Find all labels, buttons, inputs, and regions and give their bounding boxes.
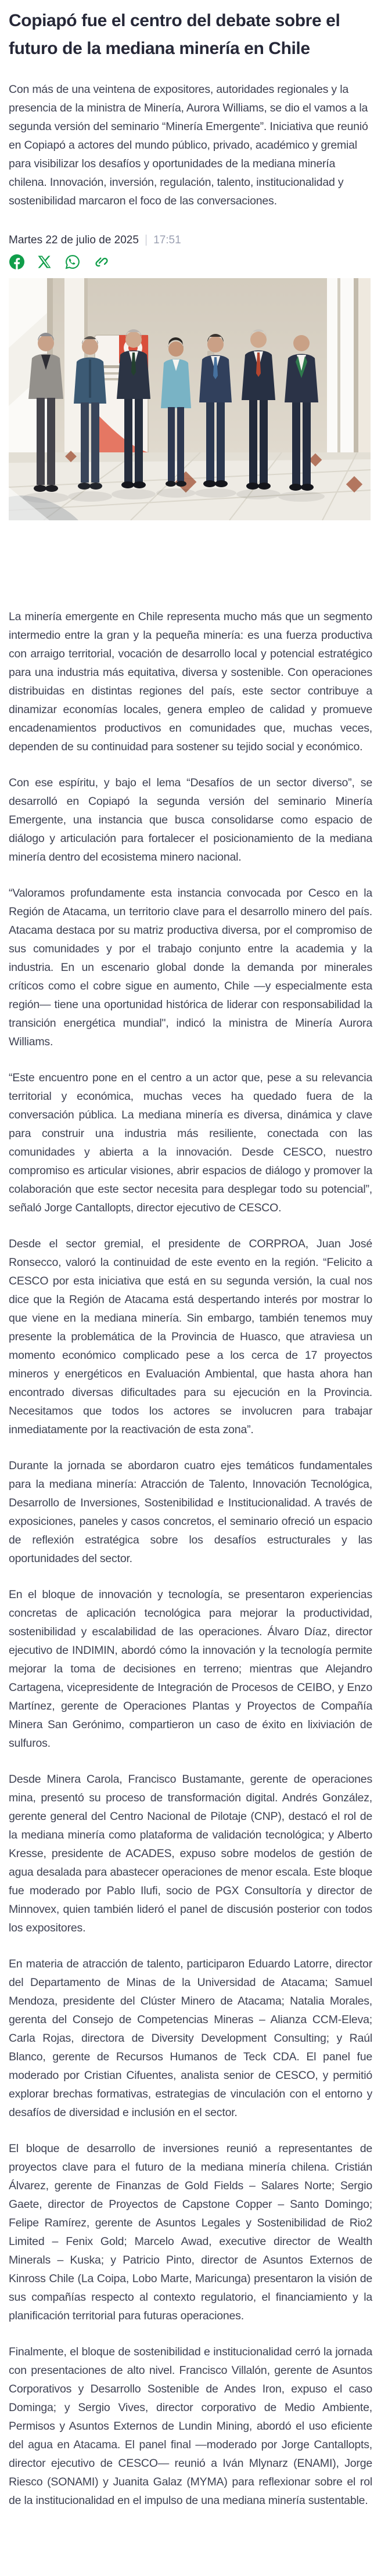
article-paragraph: “Valoramos profundamente esta instancia convocada por Cesco en la Región de Atacama, un territorio clave para el desarrollo minero del país. Atacama destaca por su matriz productiva diversa, por el compromiso de sus comunidades y por el trabajo conjunto entre la academia y la industria. En un escenario global donde la demanda por minerales críticos como el cobre sigue en aumento, Chile —y especialmente esta región— tiene una oportunidad histórica de liderar con responsabilidad la transición energética mundial", indicó la ministra de Minería Aurora Williams. [9,887,372,1048]
article-title: Copiapó fue el centro del debate sobre el futuro de la mediana minería en Chile [9,11,340,58]
share-facebook-button[interactable] [9,254,25,270]
article-paragraph: En el bloque de innovación y tecnología, se presentaron experiencias concretas de aplicación tecnológica para mejorar la productividad, sostenibilidad y escalabilidad de las operaciones. Álvaro Díaz, director ejecutivo de INDIMIN, abordó cómo la innovación y la tecnología permite mejorar la toma de decisiones en terreno; mientras que Alejandro Cartagena, vicepresidente de Integración de Procesos de CEIBO, y Enzo Martínez, gerente de Operaciones Plantas y Proyectos de Compañía Minera San Gerónimo, compartieron un caso de éxito en lixiviación de sulfuros. [9,1588,372,1750]
whatsapp-icon [64,254,81,270]
article-photo [9,278,371,520]
share-x-button[interactable] [37,254,53,270]
article-paragraph: La minería emergente en Chile representa mucho más que un segmento intermedio entre la gran y la pequeña minería: es una fuerza productiva con arraigo territorial, vocación de desarrollo local y potencial estratégico para una industria más equitativa, diversa y sostenible. Con operaciones distribuidas en distintas regiones del país, este sector contribuye a dinamizar economías locales, genera empleo de calidad y promueve encadenamientos productivos en comunidades que, muchas veces, dependen de su continuidad para sostener su tejido social y económico. [9,610,372,753]
share-whatsapp-button[interactable] [64,254,81,270]
meta-separator: | [144,233,148,246]
article-paragraph: Finalmente, el bloque de sostenibilidad e institucionalidad cerró la jornada con presentaciones de alto nivel. Francisco Villalón, gerente de Asuntos Corporativos y Desarrollo Sostenible de Andes Iron, expuso el caso Dominga; y Sergio Vives, director corporativo de Medio Ambiente, Permisos y Asuntos Externos de Lundin Mining, abordó el uso eficiente del agua en Atacama. El panel final —moderado por Jorge Cantallopts, director ejecutivo de CESCO— reunió a Iván Mlynarz (ENAMI), Jorge Riesco (SONAMI) y Juanita Galaz (MYMA) para reflexionar sobre el rol de la institucionalidad en el impulso de una mediana minería sustentable. [9,2345,372,2507]
x-twitter-icon [37,254,53,270]
share-link-button[interactable] [92,254,109,270]
link-icon [92,254,109,270]
facebook-icon [9,254,25,270]
article-date: Martes 22 de julio de 2025 [9,234,139,246]
article-paragraph: Desde Minera Carola, Francisco Bustamante, gerente de operaciones mina, presentó su proceso de transformación digital. Andrés González, gerente general del Centro Nacional de Pilotaje (CNP), destacó el rol de la mediana minería como plataforma de validación tecnológica; y Alberto Kresse, presidente de ACADES, expuso sobre modelos de gestión de agua desalada para abastecer operaciones de menor escala. Este bloque fue moderado por Pablo Ilufi, socio de PGX Consultoría y director de Minnovex, quien también lideró el panel de discusión posterior con todos los expositores. [9,1773,372,1934]
article-paragraph: Durante la jornada se abordaron cuatro ejes temáticos fundamentales para la mediana minería: Atracción de Talento, Innovación Tecnológica, Desarrollo de Inversiones, Sostenibilidad e Institucionalidad. A través de exposiciones, paneles y casos concretos, el seminario ofreció un espacio de reflexión estratégica sobre los desafíos estructurales y las oportunidades del sector. [9,1459,372,1565]
article-paragraph: Desde el sector gremial, el presidente de CORPROA, Juan José Ronsecco, valoró la continuidad de este evento en la región. “Felicito a CESCO por esta iniciativa que está en su segunda versión, la cual nos dice que la Región de Atacama está despertando interés por mostrar lo que viene en la mediana minería. Sin embargo, también tenemos muy presente la problemática de la Provincia de Huasco, que atraviesa un momento económico complicado pese a los cerca de 17 proyectos mineros y energéticos en Evaluación Ambiental, que hasta ahora han encontrado diversas dificultades para su ejecución en la Provincia. Necesitamos que todos los actores se involucren para trabajar inmediatamente por la reactivación de esta zona”. [9,1237,372,1436]
article-paragraph: “Este encuentro pone en el centro a un actor que, pese a su relevancia territorial y económica, muchas veces ha quedado fuera de la conversación pública. La mediana minería es diversa, dinámica y clave para construir una industria más resiliente, conectada con las comunidades y abierta a la innovación. Desde CESCO, nuestro compromiso es articular visiones, abrir espacios de diálogo y promover la colaboración que este sector necesita para desplegar todo su potencial”, señaló Jorge Cantallopts, director ejecutivo de CESCO. [9,1071,372,1214]
share-buttons [9,254,372,270]
article-meta [9,233,372,247]
article-paragraph: Con ese espíritu, y bajo el lema “Desafíos de un sector diverso”, se desarrolló en Copiapó la segunda versión del seminario Minería Emergente, una instancia que busca consolidarse como espacio de diálogo y articulación para fortalecer el posicionamiento de la mediana minería dentro del ecosistema minero nacional. [9,776,372,864]
article-paragraph: En materia de atracción de talento, participaron Eduardo Latorre, director del Departamento de Minas de la Universidad de Atacama; Samuel Mendoza, presidente del Clúster Minero de Atacama; Natalia Morales, gerenta del Consejo de Competencias Mineras – Alianza CCM-Eleva; Carla Rojas, directora de Diversity Development Consulting; y Raúl Blanco, gerente de Recursos Humanos de Teck CDA. El panel fue moderado por Cristian Cifuentes, analista senior de CESCO, y permitió explorar brechas formativas, estrategias de vinculación con el entorno y desafíos de diversidad e inclusión en el sector. [9,1958,372,2119]
article-lead: Con más de una veintena de expositores, autoridades regionales y la presencia de la ministra de Minería, Aurora Williams, se dio el vamos a la segunda versión del seminario “Minería Emergente”. Iniciativa que reunió en Copiapó a actores del mundo público, privado, académico y gremial para visibilizar los desafíos y oportunidades de la mediana minería chilena. Innovación, inversión, regulación, talento, institucionalidad y sostenibilidad marcaron el foco de las conversaciones. [9,83,368,207]
article-time: 17:51 [153,234,181,246]
article-paragraph: El bloque de desarrollo de inversiones reunió a representantes de proyectos clave para el futuro de la mediana minería chilena. Cristián Álvarez, gerente de Finanzas de Gold Fields – Salares Norte; Sergio Gaete, director de Proyectos de Capstone Copper – Santo Domingo; Felipe Ramírez, gerente de Asuntos Legales y Sostenibilidad de Rio2 Limited – Fenix Gold; Marcelo Awad, executive director de Wealth Minerals – Kuska; y Patricio Pinto, director de Asuntos Externos de Kinross Chile (La Coipa, Lobo Marte, Maricunga) presentaron la visión de sus compañías respecto al contexto regulatorio, el financiamiento y la planificación territorial para futuras operaciones. [9,2142,372,2322]
article-body [9,607,372,2510]
group-photo-illustration [9,278,371,520]
